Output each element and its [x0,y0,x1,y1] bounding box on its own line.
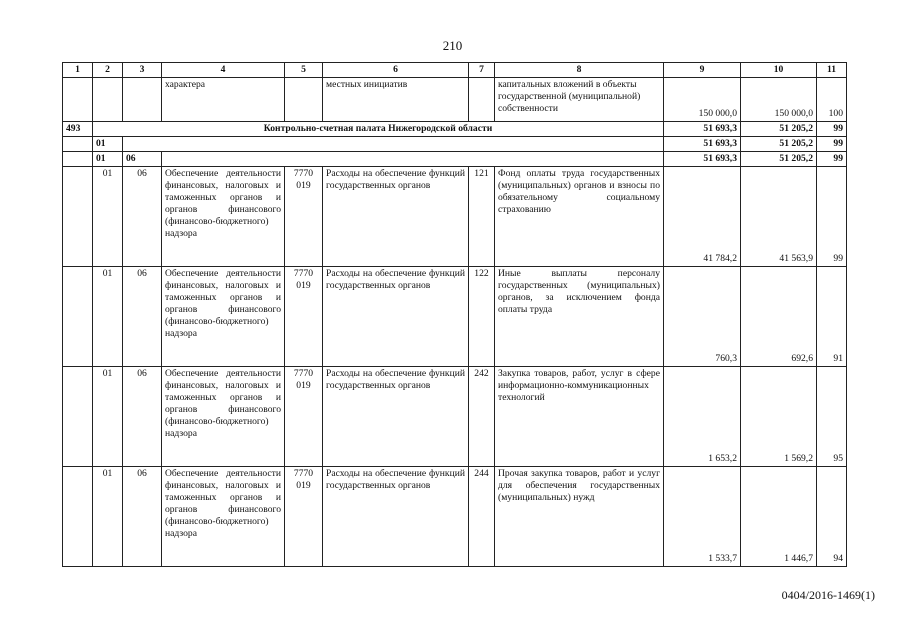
cell-section: 01 [93,167,123,267]
cell-actual: 1 569,2 [741,367,817,467]
cell-target-code: 7770 019 [285,167,323,267]
col-header: 3 [123,63,162,78]
col-header: 9 [664,63,741,78]
cell-actual: 692,6 [741,267,817,367]
cell-percent: 100 [817,78,847,122]
cell-percent: 99 [817,167,847,267]
cell-expense-description: Прочая закупка товаров, работ и услуг для обеспечения государственных (муниципальных) нужд [495,467,664,567]
cell-expense-type: Расходы на обеспечение функций государственных органов [323,367,469,467]
cell-actual: 150 000,0 [741,78,817,122]
col-header: 8 [495,63,664,78]
cell-subsection: 06 [123,367,162,467]
cell-percent: 99 [817,152,847,167]
cell-plan: 51 693,3 [664,152,741,167]
cell [63,367,93,467]
cell-expense-type: Расходы на обеспечение функций государственных органов [323,467,469,567]
cell-percent: 99 [817,137,847,152]
cell-subsection: 06 [123,267,162,367]
cell-plan: 41 784,2 [664,167,741,267]
cell-plan: 51 693,3 [664,122,741,137]
cell-purpose: Обеспечение деятельности финансовых, налоговых и таможенных органов и органов финансового (финансово-бюджетного) надзора [162,267,285,367]
cell-section: 01 [93,137,123,152]
cell-type-code: 242 [469,367,495,467]
department-row [63,122,847,137]
cell-expense-type: Расходы на обеспечение функций государственных органов [323,167,469,267]
table-row [63,167,847,267]
cell-expense-description: Иные выплаты персоналу государственных (муниципальных) органов, за исключением фонда оплаты труда [495,267,664,367]
cell-plan: 1 533,7 [664,467,741,567]
cell-plan: 760,3 [664,267,741,367]
cell-section: 01 [93,152,123,167]
cell [63,267,93,367]
col-header: 11 [817,63,847,78]
cell-purpose: Обеспечение деятельности финансовых, налоговых и таможенных органов и органов финансового (финансово-бюджетного) надзора [162,167,285,267]
cell-actual: 51 205,2 [741,152,817,167]
continued-row [63,78,847,122]
cell-actual: 51 205,2 [741,137,817,152]
cell-actual: 1 446,7 [741,467,817,567]
col-header: 10 [741,63,817,78]
cell [285,78,323,122]
col-header: 7 [469,63,495,78]
cell-purpose: Обеспечение деятельности финансовых, налоговых и таможенных органов и органов финансового (финансово-бюджетного) надзора [162,367,285,467]
table-row [63,367,847,467]
subsection-row [63,152,847,167]
table-row [63,267,847,367]
cell [123,137,664,152]
cell-percent: 95 [817,367,847,467]
col-header: 2 [93,63,123,78]
cell-target-code: 7770 019 [285,467,323,567]
cell-target-code: 7770 019 [285,367,323,467]
cell-target-code: 7770 019 [285,267,323,367]
page-number: 210 [442,38,463,53]
cell-expense-description: капитальных вложений в объекты государственной (муниципальной) собственности [495,78,664,122]
cell [63,78,93,122]
cell-plan: 51 693,3 [664,137,741,152]
col-header: 5 [285,63,323,78]
cell-dept-code: 493 [63,122,93,137]
cell-expense-type: местных инициатив [323,78,469,122]
cell [162,152,664,167]
cell [469,78,495,122]
cell-expense-description: Фонд оплаты труда государственных (муниципальных) органов и взносы по обязательному социальному страхованию [495,167,664,267]
cell-plan: 1 653,2 [664,367,741,467]
col-header: 1 [63,63,93,78]
cell-section: 01 [93,467,123,567]
cell-percent: 94 [817,467,847,567]
cell-purpose: Обеспечение деятельности финансовых, налоговых и таможенных органов и органов финансового (финансово-бюджетного) надзора [162,467,285,567]
cell-section: 01 [93,367,123,467]
cell-plan: 150 000,0 [664,78,741,122]
cell-actual: 41 563,9 [741,167,817,267]
cell-type-code: 121 [469,167,495,267]
document-code: 0404/2016-1469(1) [781,588,875,602]
table-row [63,467,847,567]
col-header: 6 [323,63,469,78]
cell-type-code: 244 [469,467,495,567]
cell-percent: 91 [817,267,847,367]
cell-actual: 51 205,2 [741,122,817,137]
cell-expense-description: Закупка товаров, работ, услуг в сфере информационно-коммуникационных технологий [495,367,664,467]
cell-purpose: характера [162,78,285,122]
cell [63,167,93,267]
cell-subsection: 06 [123,467,162,567]
cell-dept-name: Контрольно-счетная палата Нижегородской области [93,122,664,137]
cell [123,78,162,122]
col-header: 4 [162,63,285,78]
cell-subsection: 06 [123,167,162,267]
cell [63,152,93,167]
cell-percent: 99 [817,122,847,137]
cell-expense-type: Расходы на обеспечение функций государственных органов [323,267,469,367]
cell [93,78,123,122]
cell-type-code: 122 [469,267,495,367]
cell-section: 01 [93,267,123,367]
cell-subsection: 06 [123,152,162,167]
header-row [63,63,847,78]
section-row [63,137,847,152]
cell [63,137,93,152]
budget-table [62,62,847,567]
cell [63,467,93,567]
